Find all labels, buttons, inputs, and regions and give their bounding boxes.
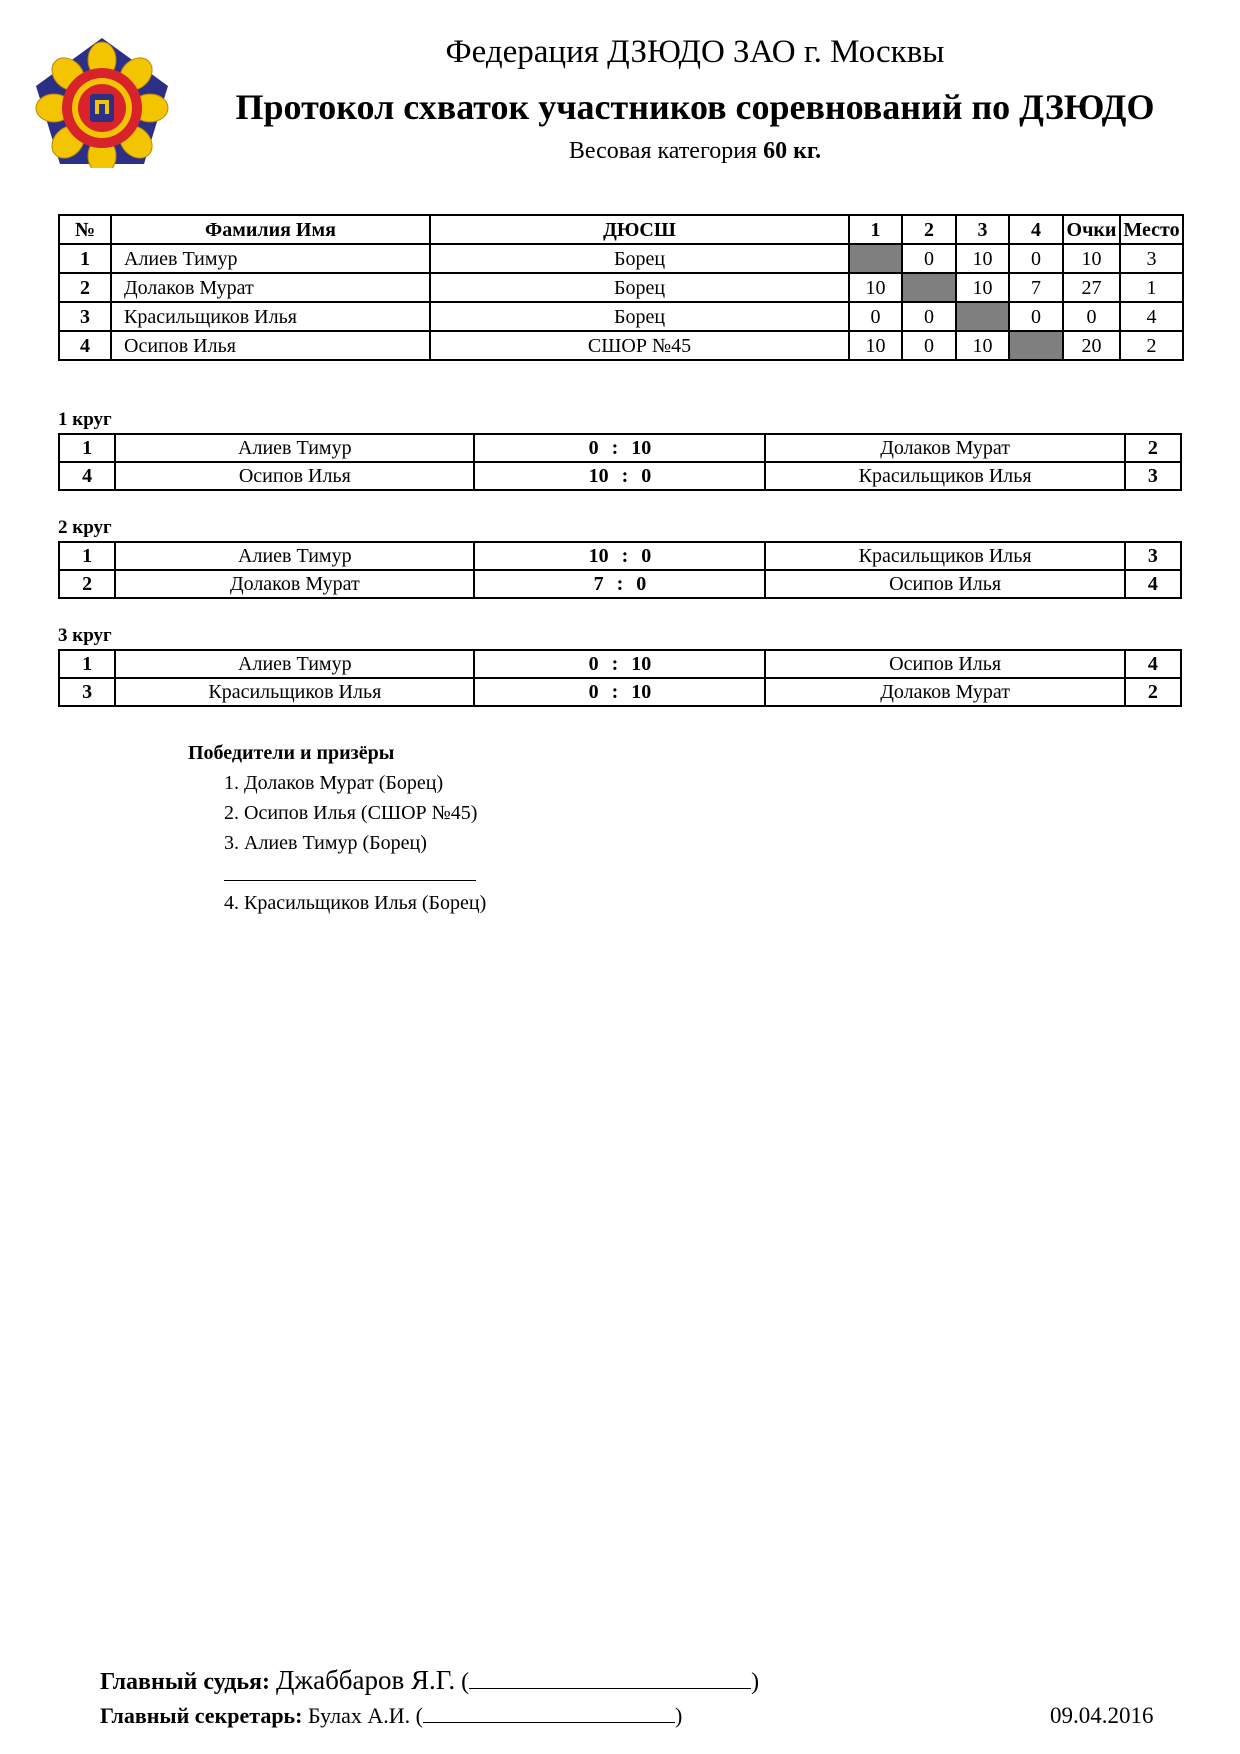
participant-number: 4 xyxy=(59,331,111,360)
organization-name: Федерация ДЗЮДО ЗАО г. Москвы xyxy=(445,34,945,70)
score-left: 0 xyxy=(588,437,599,459)
table-row xyxy=(59,462,1181,490)
participant-name: Осипов Илья xyxy=(765,570,1124,598)
table-row xyxy=(59,273,1183,302)
participant-club: СШОР №45 xyxy=(430,331,849,360)
chief-judge-signature xyxy=(100,1665,759,1696)
bout-score: 10 xyxy=(849,331,902,360)
participant-name: Красильщиков Илья xyxy=(765,462,1124,490)
participant-name: Алиев Тимур xyxy=(111,244,430,273)
participant-name: Алиев Тимур xyxy=(115,650,474,678)
bout-score: 7 xyxy=(1009,273,1063,302)
total-points: 27 xyxy=(1063,273,1120,302)
weight-category-value: 60 кг. xyxy=(763,138,822,164)
score-separator: : xyxy=(611,437,619,459)
weight-category-label: Весовая категория xyxy=(568,138,758,164)
total-points: 20 xyxy=(1063,331,1120,360)
score-separator: : xyxy=(621,545,629,567)
participant-name: Осипов Илья xyxy=(111,331,430,360)
signature-blank: ( ) xyxy=(461,1669,760,1695)
score-right: 0 xyxy=(636,573,647,595)
participant-number: 4 xyxy=(1125,650,1181,678)
participant-number: 1 xyxy=(59,650,115,678)
score-right: 0 xyxy=(641,545,652,567)
place: 2 xyxy=(1120,331,1183,360)
participant-number: 2 xyxy=(59,570,115,598)
participant-number: 3 xyxy=(59,302,111,331)
participant-name: Красильщиков Илья xyxy=(115,678,474,706)
participant-number: 3 xyxy=(59,678,115,706)
score-left: 10 xyxy=(588,545,609,567)
bout-result xyxy=(474,570,765,598)
table-row xyxy=(59,570,1181,598)
column-header: Очки xyxy=(1063,215,1120,244)
blocked-cell xyxy=(1009,331,1063,360)
winner-item: 1. Долаков Мурат (Борец) xyxy=(224,772,444,794)
document-title: Протокол схваток участников соревнований по ДЗЮДО xyxy=(235,87,1155,127)
participant-name: Осипов Илья xyxy=(765,650,1124,678)
table-row xyxy=(59,331,1183,360)
round-label: 1 круг xyxy=(58,409,112,430)
participant-club: Борец xyxy=(430,302,849,331)
chief-secretary-label: Главный секретарь: xyxy=(100,1703,303,1728)
score-separator: : xyxy=(621,465,629,487)
document-date: 09.04.2016 xyxy=(1050,1703,1154,1728)
participant-number: 1 xyxy=(59,434,115,462)
bout-result xyxy=(474,650,765,678)
column-header: 1 xyxy=(849,215,902,244)
participant-name: Долаков Мурат xyxy=(115,570,474,598)
participant-number: 2 xyxy=(59,273,111,302)
column-header: 4 xyxy=(1009,215,1063,244)
bout-score: 0 xyxy=(902,302,956,331)
table-row xyxy=(59,302,1183,331)
weight-category xyxy=(190,138,1200,165)
participant-club: Борец xyxy=(430,244,849,273)
score-right: 0 xyxy=(641,465,652,487)
participant-number: 1 xyxy=(59,244,111,273)
winners-divider xyxy=(224,880,476,881)
bout-score: 0 xyxy=(849,302,902,331)
column-header: Место xyxy=(1120,215,1183,244)
participant-name: Долаков Мурат xyxy=(765,678,1124,706)
column-header: 2 xyxy=(902,215,956,244)
score-right: 10 xyxy=(631,653,652,675)
signature-blank: ( ) xyxy=(415,1703,683,1728)
round-table xyxy=(58,649,1182,707)
bout-result xyxy=(474,434,765,462)
score-right: 10 xyxy=(631,437,652,459)
winner-item: 2. Осипов Илья (СШОР №45) xyxy=(224,802,478,824)
participant-number: 4 xyxy=(59,462,115,490)
chief-judge-label: Главный судья: xyxy=(100,1669,271,1695)
results-table xyxy=(58,214,1184,361)
total-points: 0 xyxy=(1063,302,1120,331)
total-points: 10 xyxy=(1063,244,1120,273)
participant-name: Алиев Тимур xyxy=(115,542,474,570)
participant-name: Долаков Мурат xyxy=(765,434,1124,462)
participant-number: 2 xyxy=(1125,434,1181,462)
table-row xyxy=(59,434,1181,462)
round-table xyxy=(58,433,1182,491)
chief-secretary-name: Булах А.И. xyxy=(308,1703,411,1728)
participant-name: Алиев Тимур xyxy=(115,434,474,462)
participant-number: 1 xyxy=(59,542,115,570)
score-left: 7 xyxy=(593,573,604,595)
bout-score: 10 xyxy=(956,273,1009,302)
winner-item: 3. Алиев Тимур (Борец) xyxy=(224,832,427,854)
results-header-row xyxy=(59,215,1183,244)
chief-judge-name: Джаббаров Я.Г. xyxy=(276,1665,456,1695)
participant-number: 3 xyxy=(1125,462,1181,490)
participant-club: Борец xyxy=(430,273,849,302)
bout-score: 0 xyxy=(1009,244,1063,273)
participant-number: 2 xyxy=(1125,678,1181,706)
score-left: 10 xyxy=(588,465,609,487)
bout-score: 0 xyxy=(1009,302,1063,331)
place: 3 xyxy=(1120,244,1183,273)
score-separator: : xyxy=(611,681,619,703)
blocked-cell xyxy=(902,273,956,302)
table-row xyxy=(59,542,1181,570)
bout-score: 10 xyxy=(956,244,1009,273)
federation-emblem-icon xyxy=(34,36,170,168)
participant-number: 4 xyxy=(1125,570,1181,598)
bout-score: 0 xyxy=(902,331,956,360)
round-label: 3 круг xyxy=(58,625,112,646)
participant-name: Осипов Илья xyxy=(115,462,474,490)
score-left: 0 xyxy=(588,681,599,703)
participant-number: 3 xyxy=(1125,542,1181,570)
table-row xyxy=(59,678,1181,706)
participant-name: Красильщиков Илья xyxy=(765,542,1124,570)
table-row xyxy=(59,244,1183,273)
score-right: 10 xyxy=(631,681,652,703)
column-header: № xyxy=(59,215,111,244)
place: 1 xyxy=(1120,273,1183,302)
bout-score: 10 xyxy=(956,331,1009,360)
column-header: 3 xyxy=(956,215,1009,244)
participant-name: Долаков Мурат xyxy=(111,273,430,302)
place: 4 xyxy=(1120,302,1183,331)
score-separator: : xyxy=(611,653,619,675)
score-separator: : xyxy=(616,573,624,595)
bout-result xyxy=(474,542,765,570)
bout-score: 0 xyxy=(902,244,956,273)
winner-item: 4. Красильщиков Илья (Борец) xyxy=(224,892,487,914)
chief-secretary-signature xyxy=(100,1703,682,1729)
bout-result xyxy=(474,462,765,490)
score-left: 0 xyxy=(588,653,599,675)
round-label: 2 круг xyxy=(58,517,112,538)
blocked-cell xyxy=(849,244,902,273)
participant-name: Красильщиков Илья xyxy=(111,302,430,331)
bout-result xyxy=(474,678,765,706)
round-table xyxy=(58,541,1182,599)
column-header: ДЮСШ xyxy=(430,215,849,244)
column-header: Фамилия Имя xyxy=(111,215,430,244)
bout-score: 10 xyxy=(849,273,902,302)
blocked-cell xyxy=(956,302,1009,331)
winners-title: Победители и призёры xyxy=(188,742,395,764)
table-row xyxy=(59,650,1181,678)
